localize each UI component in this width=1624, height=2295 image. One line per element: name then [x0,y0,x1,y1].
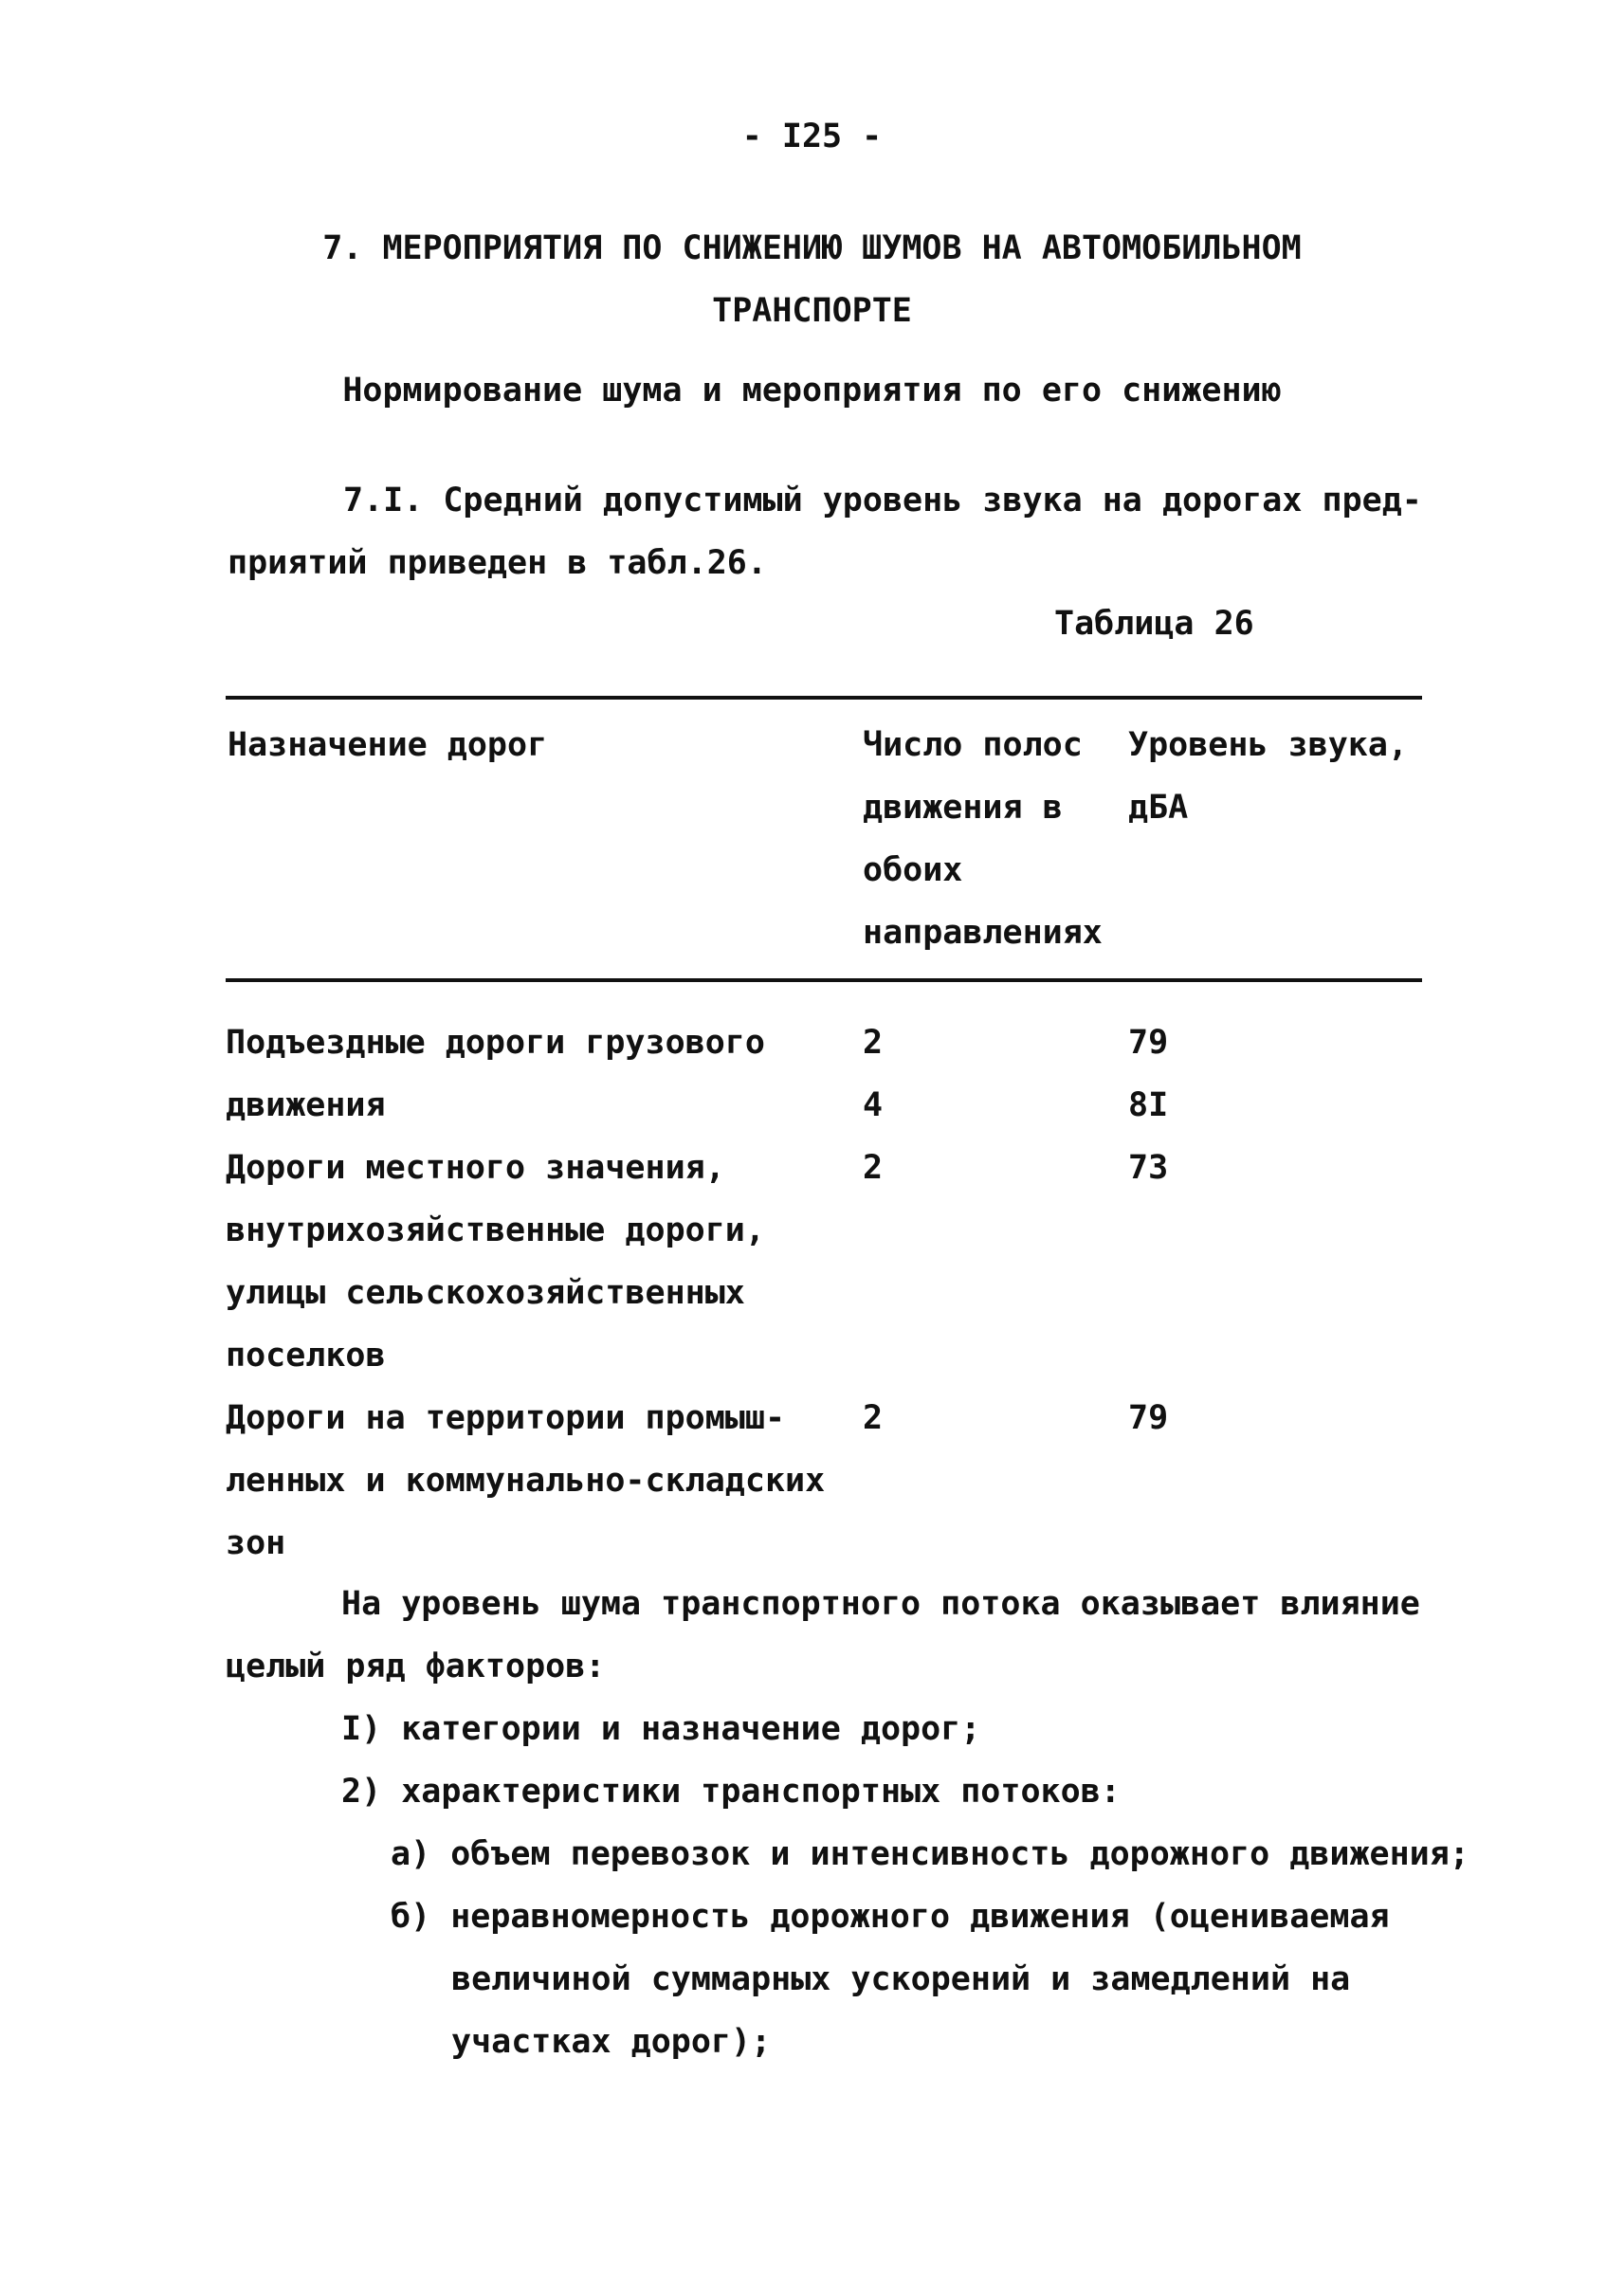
page-number: - I25 - [741,118,883,155]
row1-level-1: 79 [1128,1024,1169,1062]
row3-lanes: 2 [863,1399,884,1437]
row2-level: 73 [1128,1149,1169,1187]
row1-level-2: 8I [1128,1086,1169,1124]
table-top-rule [226,696,1422,700]
row2-purpose-line2: внутрихозяйственные дороги, [226,1211,765,1249]
header-purpose: Назначение дорог [228,726,548,764]
row3-level: 79 [1128,1399,1169,1437]
row2-lanes: 2 [863,1149,884,1187]
row1-lanes-2: 4 [863,1086,884,1124]
paragraph-7-1-line1: 7.I. Средний допустимый уровень звука на дорогах пред- [343,482,1422,519]
section-heading-line2: ТРАНСПОРТЕ [712,292,912,330]
row1-purpose-line2: движения [226,1086,386,1124]
header-level-line2: дБА [1128,789,1189,827]
row1-purpose-line1: Подъездные дороги грузового [226,1024,765,1062]
row3-purpose-line2: ленных и коммунально-складских [226,1462,826,1500]
header-lanes-line3: обоих [863,851,963,889]
table-caption: Таблица 26 [1054,605,1254,643]
header-lanes-line1: Число полос [863,726,1083,764]
list-item-2: 2) характеристики транспортных потоков: [341,1773,1121,1811]
header-lanes-line4: направлениях [863,914,1103,952]
row1-lanes-1: 2 [863,1024,884,1062]
list-item-2a: а) объем перевозок и интенсивность дорожного движения; [391,1835,1469,1873]
list-item-1: I) категории и назначение дорог; [341,1710,981,1748]
row3-purpose-line3: зон [226,1524,286,1562]
intro-line1: На уровень шума транспортного потока оказывает влияние [341,1585,1420,1623]
list-item-2b-line1: б) неравномерность дорожного движения (оцениваемая [391,1898,1390,1936]
table-header-rule [226,978,1422,982]
row3-purpose-line1: Дороги на территории промыш- [226,1399,786,1437]
row2-purpose-line1: Дороги местного значения, [226,1149,725,1187]
row2-purpose-line3: улицы сельскохозяйственных [226,1274,745,1312]
list-item-2b-line3: участках дорог); [451,2023,772,2061]
intro-line2: целый ряд факторов: [226,1648,606,1685]
header-level-line1: Уровень звука, [1128,726,1409,764]
row2-purpose-line4: поселков [226,1337,386,1375]
list-item-2b-line2: величиной суммарных ускорений и замедлений на [451,1960,1351,1998]
header-lanes-line2: движения в [863,789,1063,827]
section-heading-line1: 7. МЕРОПРИЯТИЯ ПО СНИЖЕНИЮ ШУМОВ НА АВТОМОБИЛЬНОМ [322,229,1302,267]
subheading: Нормирование шума и мероприятия по его снижению [342,372,1282,410]
paragraph-7-1-line2: приятий приведен в табл.26. [228,544,767,582]
